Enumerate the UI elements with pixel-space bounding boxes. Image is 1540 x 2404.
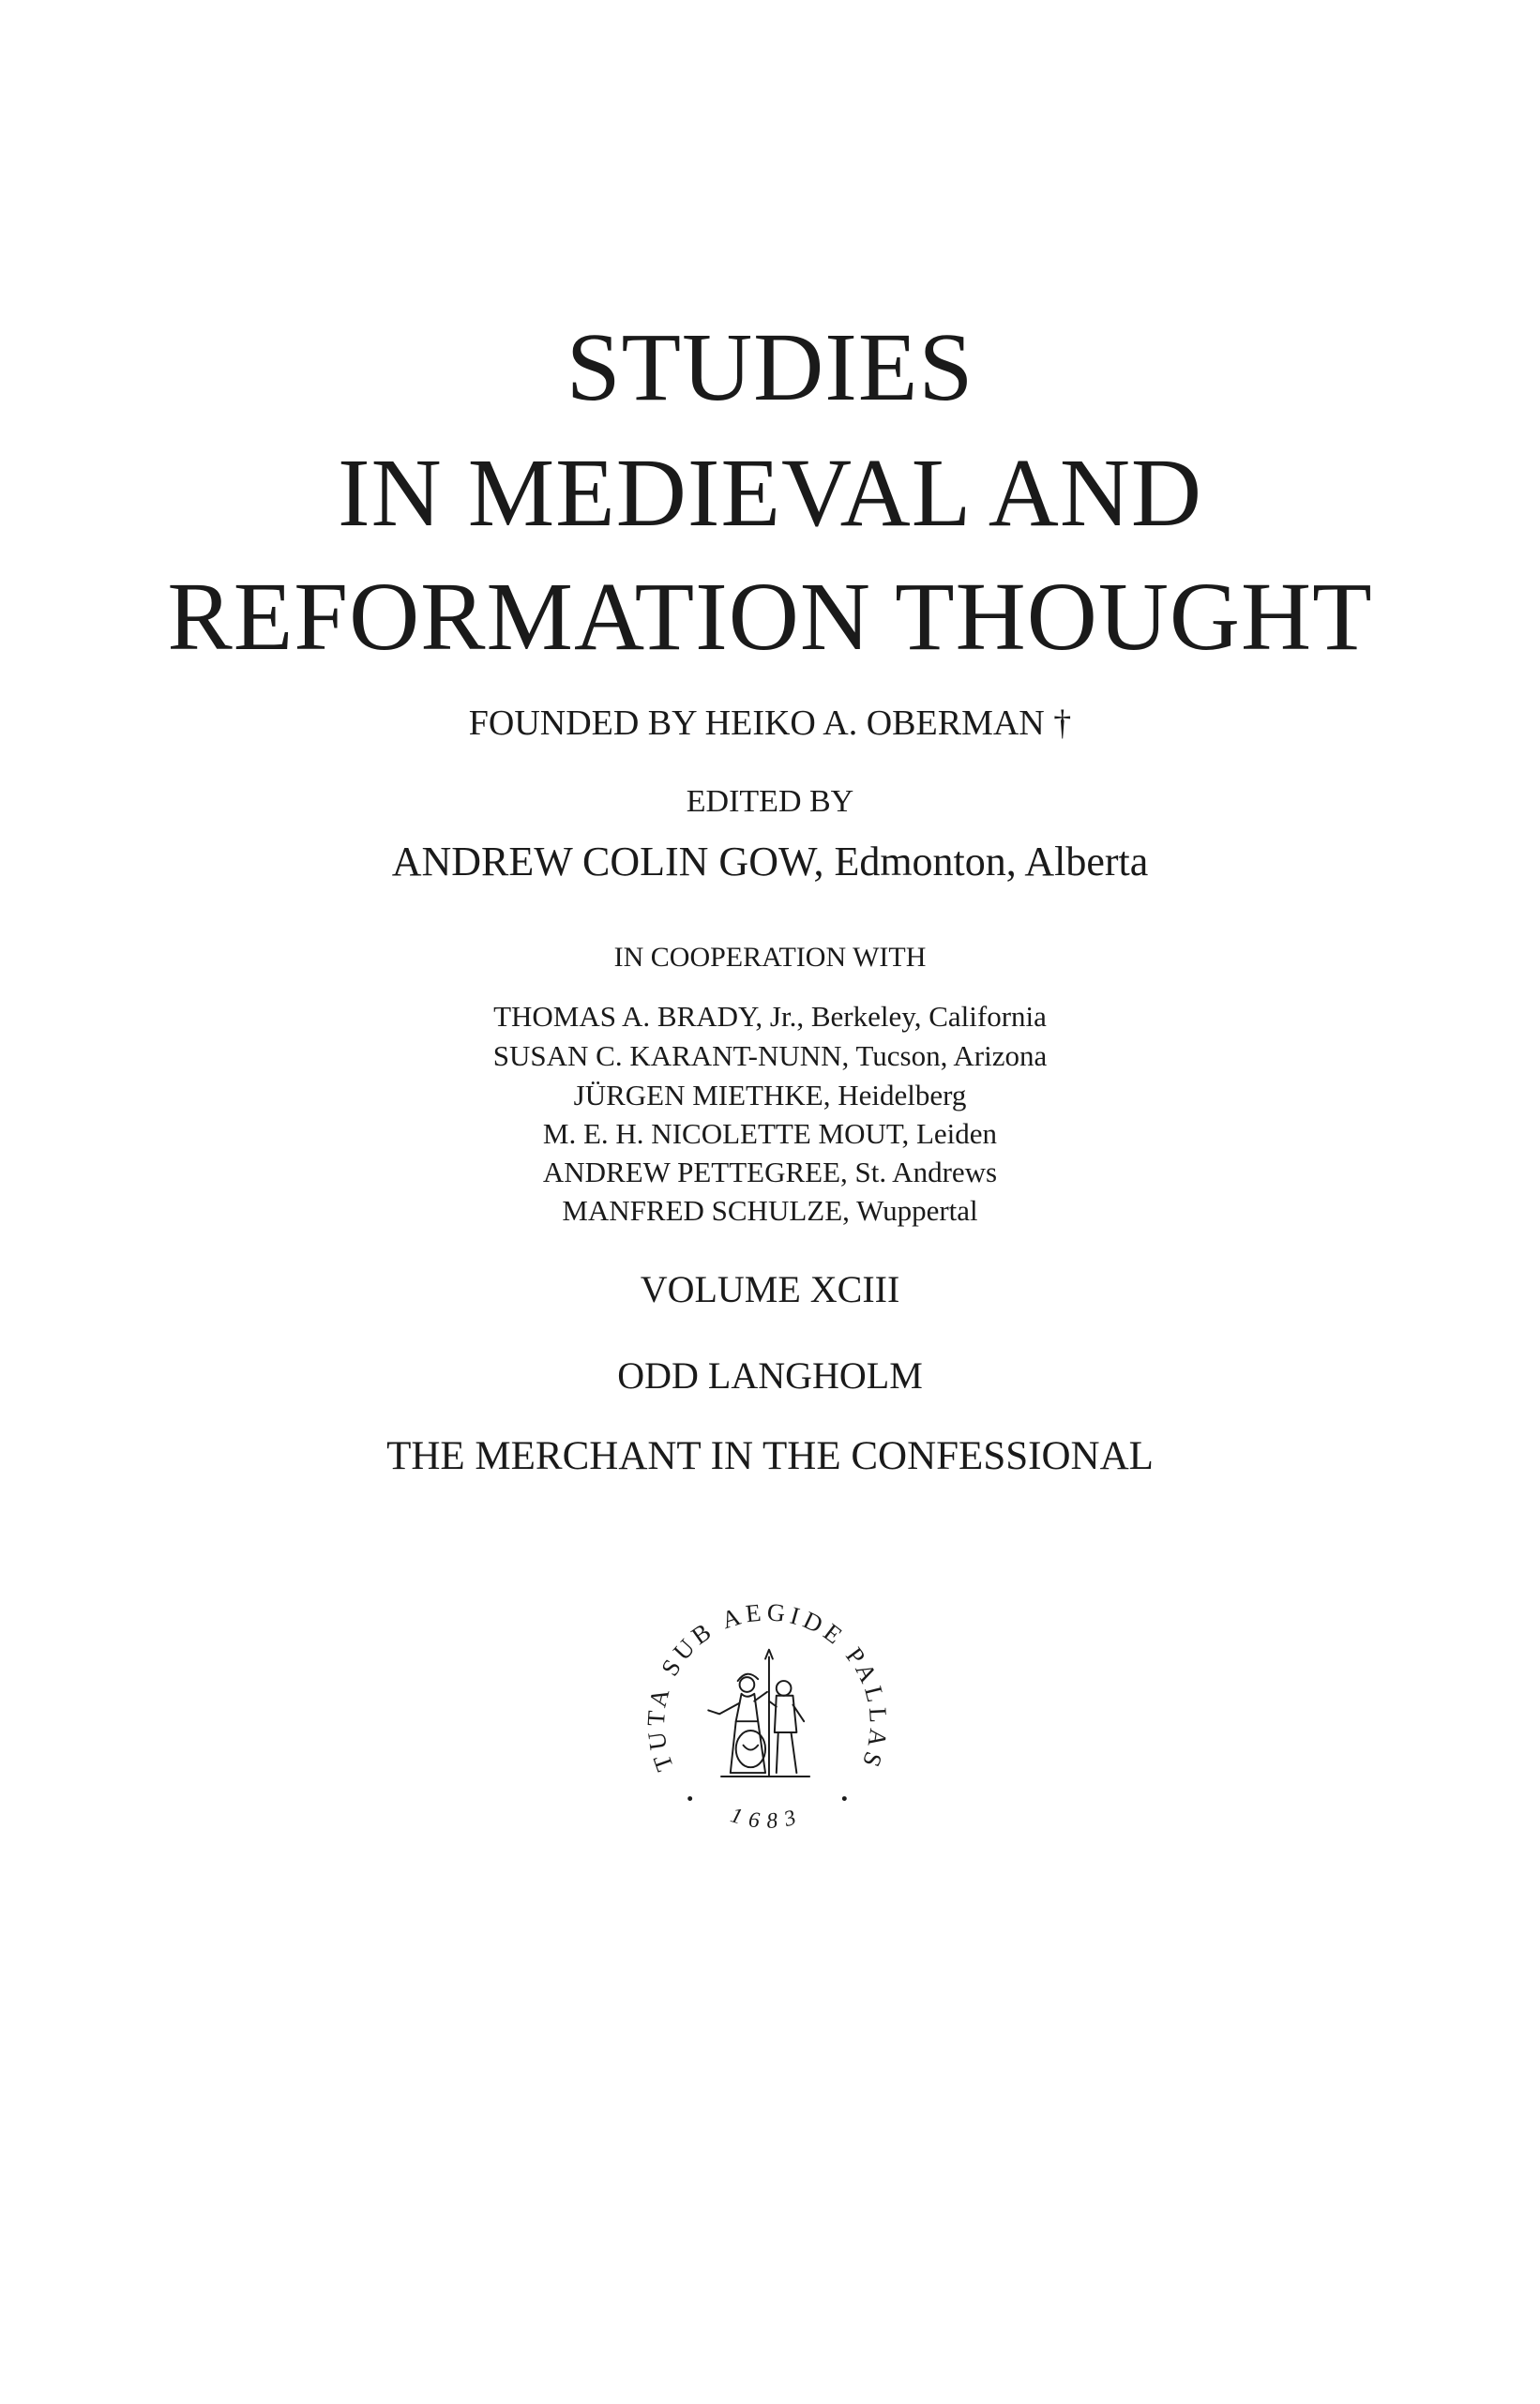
seal-motto: TUTA SUB AEGIDE PALLAS <box>641 1597 894 1776</box>
svg-text:TUTA SUB AEGIDE PALLAS <box>642 1597 893 1775</box>
series-title-line-2: IN MEDIEVAL AND <box>337 439 1203 547</box>
publisher-seal-icon <box>629 1593 905 1868</box>
board-member: JÜRGEN MIETHKE, Heidelberg <box>573 1079 967 1111</box>
series-title-line-1: STUDIES <box>566 313 974 421</box>
book-title: THE MERCHANT IN THE CONFESSIONAL <box>386 1434 1154 1478</box>
svg-text:1683 <box>728 1803 807 1834</box>
author: ODD LANGHOLM <box>617 1354 923 1397</box>
volume-number: VOLUME XCIII <box>640 1268 900 1310</box>
edited-by-label: EDITED BY <box>686 784 854 819</box>
cooperation-label: IN COOPERATION WITH <box>613 942 927 973</box>
series-title-line-3: REFORMATION THOUGHT <box>167 563 1373 671</box>
board-member: SUSAN C. KARANT-NUNN, Tucson, Arizona <box>492 1039 1048 1072</box>
founded-by: FOUNDED BY HEIKO A. OBERMAN † <box>468 703 1072 743</box>
board-member: MANFRED SCHULZE, Wuppertal <box>562 1194 978 1227</box>
board-member: THOMAS A. BRADY, Jr., Berkeley, California <box>493 1000 1047 1033</box>
board-member: M. E. H. NICOLETTE MOUT, Leiden <box>542 1117 998 1150</box>
editor: ANDREW COLIN GOW, Edmonton, Alberta <box>391 839 1149 884</box>
seal-year: 1683 <box>727 1803 808 1835</box>
board-member: ANDREW PETTEGREE, St. Andrews <box>542 1156 998 1188</box>
